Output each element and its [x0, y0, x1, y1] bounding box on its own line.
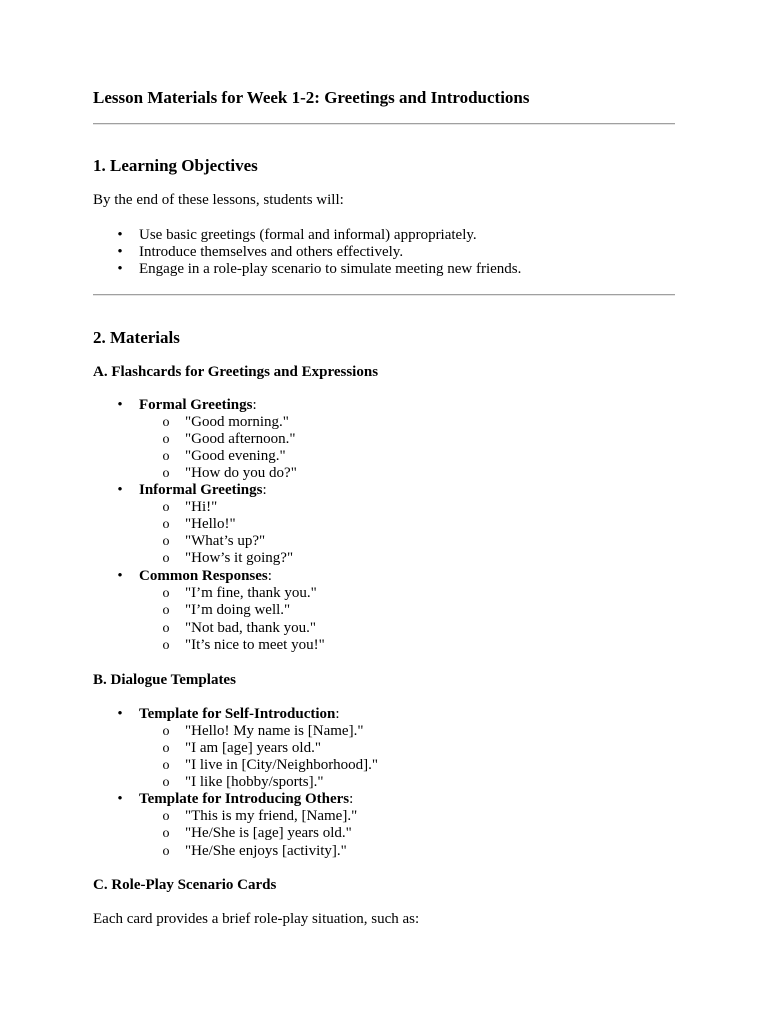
- bullet-icon: •: [117, 568, 123, 584]
- objective-item: Introduce themselves and others effectively.: [139, 244, 404, 260]
- sub-bullet-icon: o: [162, 466, 170, 481]
- horizontal-rule: [93, 294, 675, 296]
- template-line: "I like [hobby/sports].": [185, 774, 324, 790]
- bullet-icon: •: [117, 227, 123, 243]
- group-label-text: Template for Self-Introduction: [139, 706, 336, 722]
- group-label-text: Informal Greetings: [139, 482, 263, 498]
- group-label-text: Template for Introducing Others: [139, 791, 350, 807]
- sub-bullet-icon: o: [162, 809, 170, 824]
- phrase-item: "I’m fine, thank you.": [185, 585, 317, 601]
- template-line: "This is my friend, [Name].": [185, 808, 358, 824]
- phrase-item: "Good afternoon.": [185, 431, 296, 447]
- bullet-icon: •: [117, 706, 123, 722]
- group-label: [139, 706, 340, 723]
- bullet-icon: •: [117, 261, 123, 277]
- phrase-item: "How do you do?": [185, 465, 297, 481]
- colon: :: [252, 397, 257, 413]
- sub-bullet-icon: o: [162, 534, 170, 549]
- sub-bullet-icon: o: [162, 603, 170, 618]
- bullet-icon: •: [117, 791, 123, 807]
- materials-heading: 2. Materials: [93, 328, 180, 347]
- objective-item: Engage in a role-play scenario to simulate meeting new friends.: [139, 261, 522, 277]
- sub-bullet-icon: o: [162, 775, 170, 790]
- bullet-icon: •: [117, 244, 123, 260]
- sub-bullet-icon: o: [162, 638, 170, 653]
- phrase-item: "I’m doing well.": [185, 602, 291, 618]
- objective-item: Use basic greetings (formal and informal) appropriately.: [139, 227, 477, 243]
- roleplay-heading: C. Role-Play Scenario Cards: [93, 877, 277, 893]
- bullet-icon: •: [117, 397, 123, 413]
- group-label: [139, 791, 353, 808]
- sub-bullet-icon: o: [162, 621, 170, 636]
- objectives-intro: By the end of these lessons, students will:: [93, 192, 344, 208]
- group-label: [139, 482, 267, 499]
- sub-bullet-icon: o: [162, 741, 170, 756]
- phrase-item: "It’s nice to meet you!": [185, 637, 325, 653]
- phrase-item: "Good evening.": [185, 448, 286, 464]
- document-title: Lesson Materials for Week 1-2: Greetings and Introductions: [93, 88, 530, 107]
- template-line: "Hello! My name is [Name].": [185, 723, 364, 739]
- objectives-heading: 1. Learning Objectives: [93, 156, 258, 175]
- phrase-item: "Hi!": [185, 499, 218, 515]
- sub-bullet-icon: o: [162, 844, 170, 859]
- template-line: "I live in [City/Neighborhood].": [185, 757, 379, 773]
- phrase-item: "Good morning.": [185, 414, 289, 430]
- colon: :: [267, 568, 272, 584]
- sub-bullet-icon: o: [162, 586, 170, 601]
- horizontal-rule: [93, 123, 675, 125]
- colon: :: [349, 791, 354, 807]
- sub-bullet-icon: o: [162, 517, 170, 532]
- sub-bullet-icon: o: [162, 551, 170, 566]
- flashcards-heading: A. Flashcards for Greetings and Expressions: [93, 364, 379, 380]
- group-label-text: Common Responses: [139, 568, 268, 584]
- phrase-item: "Not bad, thank you.": [185, 620, 316, 636]
- roleplay-intro: Each card provides a brief role-play situation, such as:: [93, 911, 420, 927]
- sub-bullet-icon: o: [162, 724, 170, 739]
- sub-bullet-icon: o: [162, 500, 170, 515]
- phrase-item: "What’s up?": [185, 533, 266, 549]
- dialogue-heading: B. Dialogue Templates: [93, 672, 236, 688]
- phrase-item: "How’s it going?": [185, 550, 294, 566]
- group-label: [139, 568, 272, 585]
- phrase-item: "Hello!": [185, 516, 236, 532]
- colon: :: [335, 706, 340, 722]
- sub-bullet-icon: o: [162, 415, 170, 430]
- group-label: [139, 397, 257, 414]
- sub-bullet-icon: o: [162, 826, 170, 841]
- colon: :: [262, 482, 267, 498]
- template-line: "He/She is [age] years old.": [185, 825, 352, 841]
- template-line: "He/She enjoys [activity].": [185, 843, 347, 859]
- bullet-icon: •: [117, 482, 123, 498]
- sub-bullet-icon: o: [162, 449, 170, 464]
- sub-bullet-icon: o: [162, 432, 170, 447]
- group-label-text: Formal Greetings: [139, 397, 253, 413]
- sub-bullet-icon: o: [162, 758, 170, 773]
- template-line: "I am [age] years old.": [185, 740, 321, 756]
